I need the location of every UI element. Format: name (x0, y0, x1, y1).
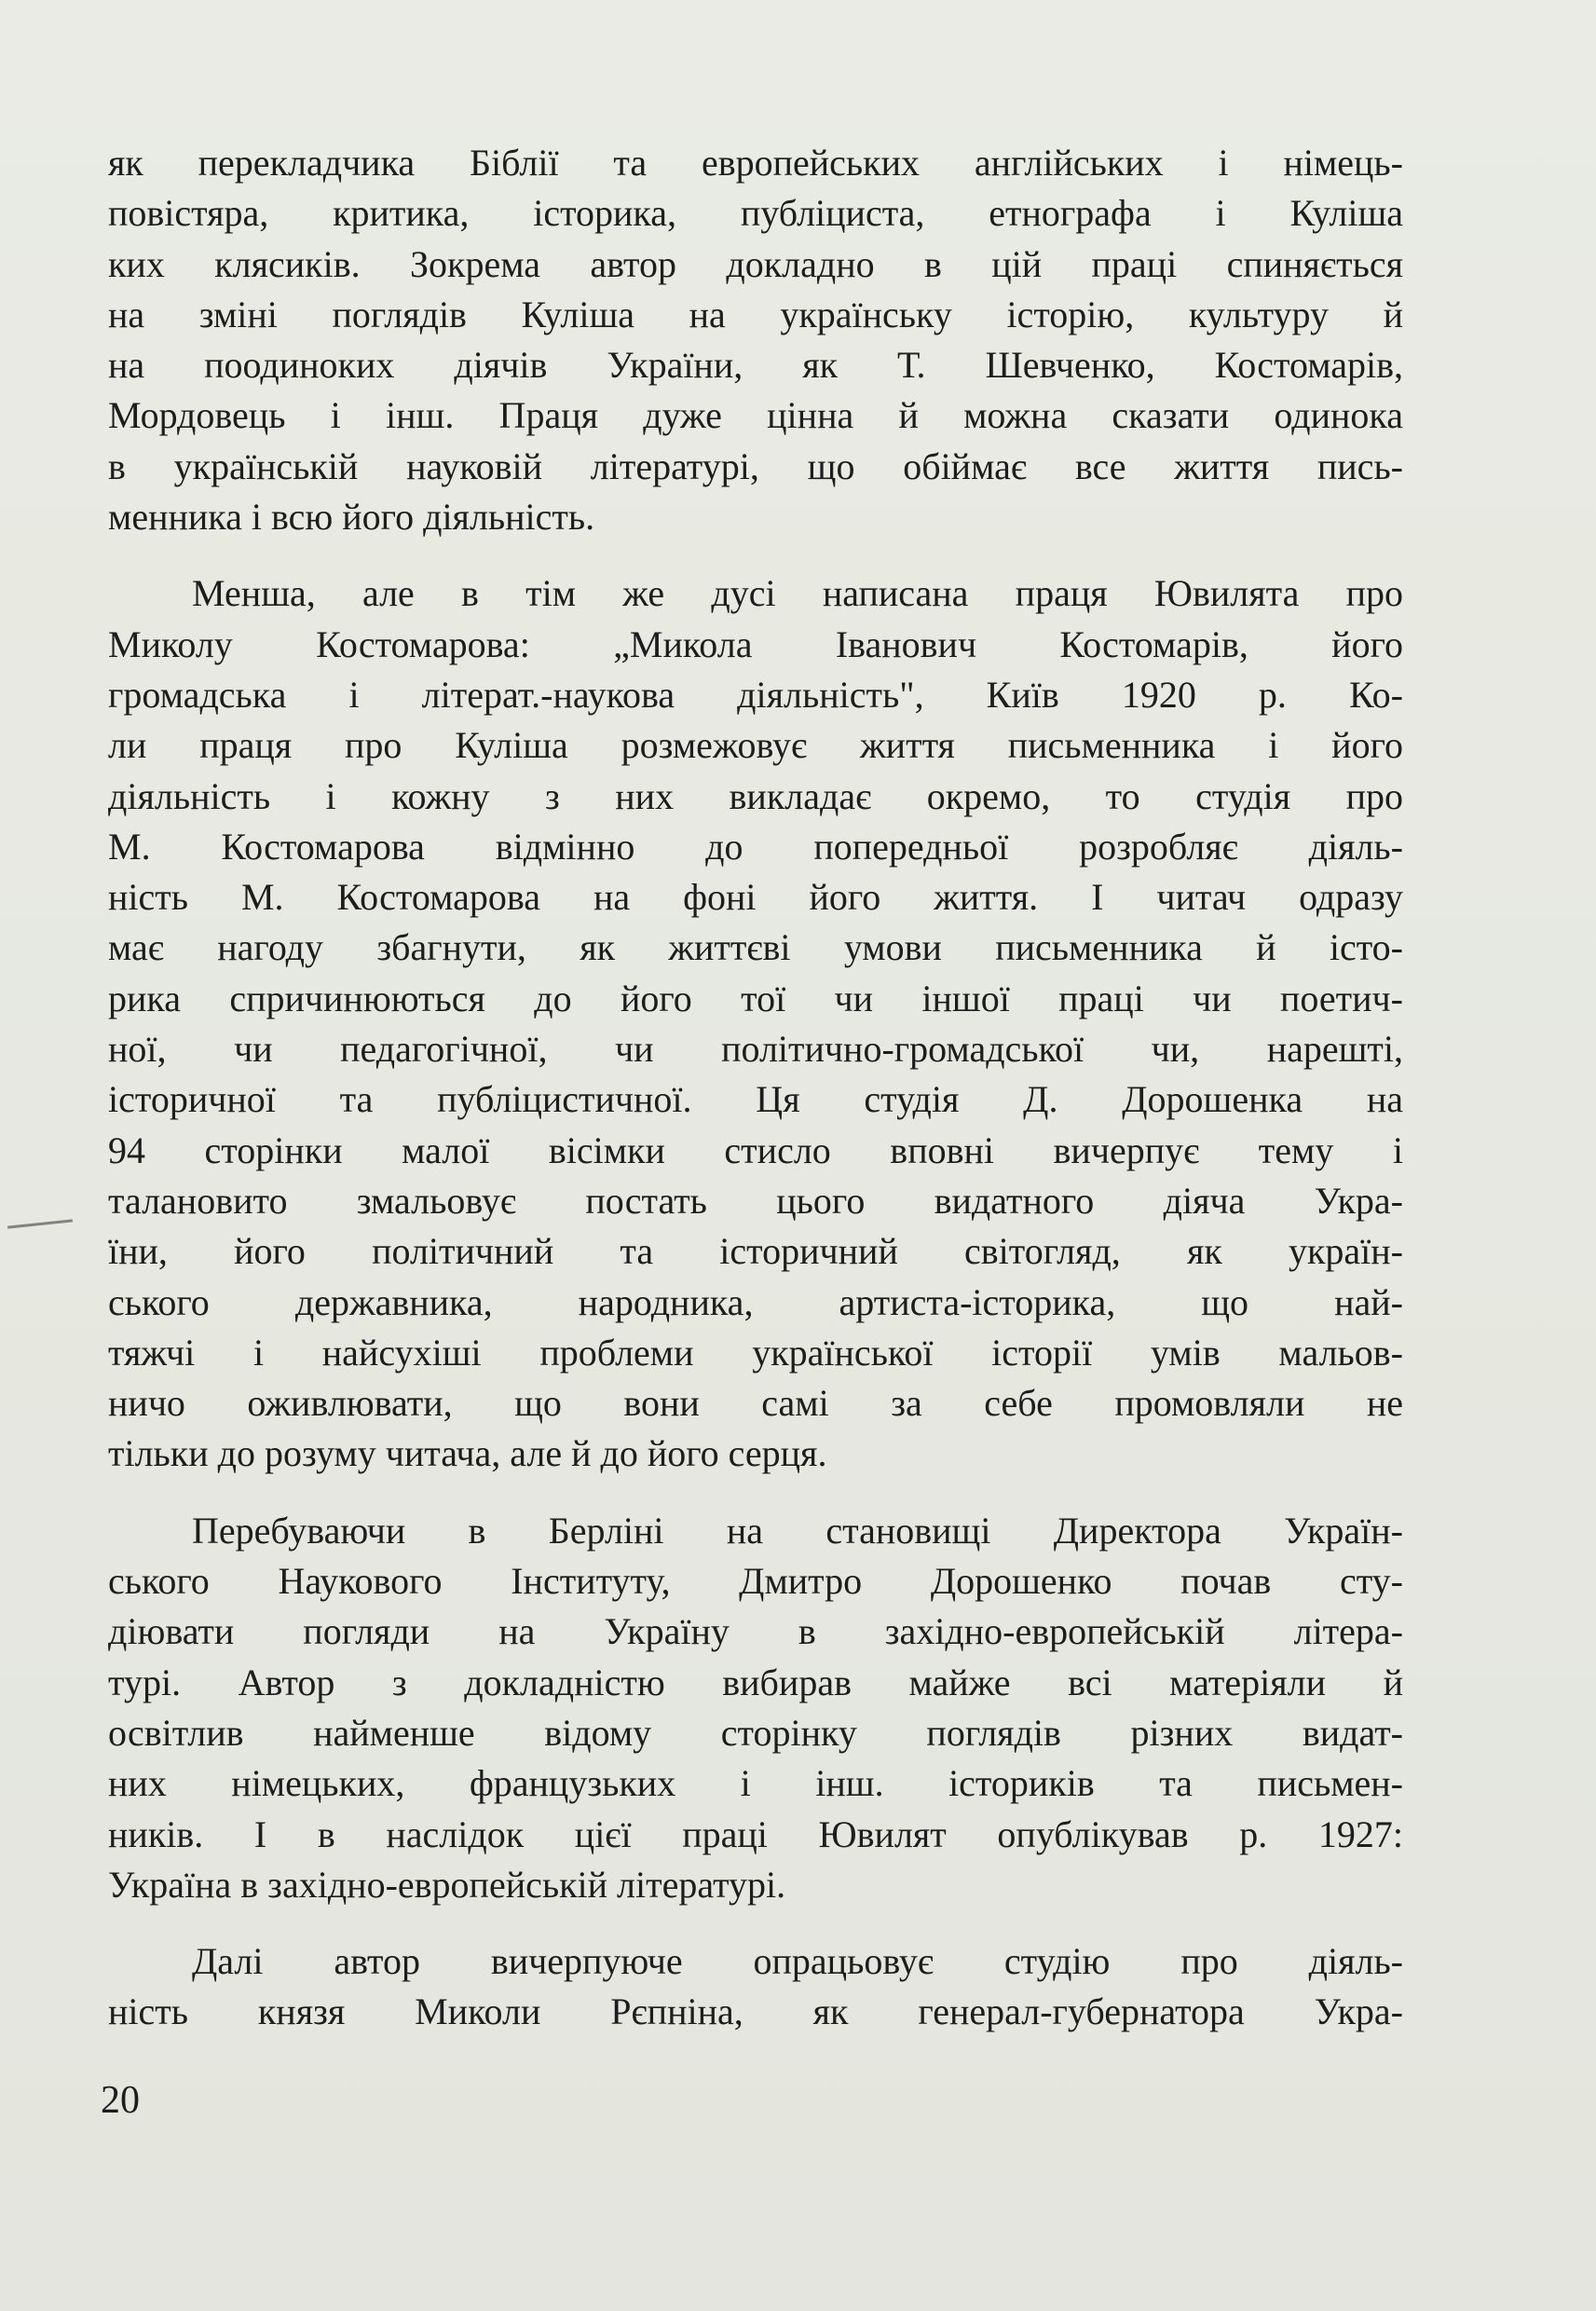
text-line: Менша, але в тім же дусі написана праця Ювилята про (192, 572, 1403, 615)
text-line: громадська і літерат.-наукова діяльність", Київ 1920 р. Ко- (108, 673, 1403, 716)
text-line: ли праця про Куліша розмежовує життя письменника і його (108, 724, 1403, 767)
text-line: Перебуваючи в Берліні на становищі Директора Україн- (192, 1509, 1403, 1552)
text-line: Миколу Костомарова: „Микола Іванович Костомарів, його (108, 622, 1403, 665)
paragraph-kostomarov (108, 568, 1403, 1479)
text-line: ність М. Костомарова на фоні його життя. І читач одразу (108, 876, 1403, 919)
text-line: діяльність і кожну з них викладає окремо, то студія про (108, 774, 1403, 817)
text-line: має нагоду збагнути, як життєві умови письменника й істо- (108, 926, 1403, 969)
text-line: повістяра, критика, історика, публіциста, етнографа і Куліша (108, 192, 1403, 235)
text-line: ського Наукового Інституту, Дмитро Дорошенко почав сту- (108, 1560, 1403, 1603)
body-text (108, 138, 1403, 2038)
text-line: ної, чи педагогічної, чи політично-громадської чи, нарешті, (108, 1028, 1403, 1071)
text-line: рика спричинюються до його тої чи іншої праці чи поетич- (108, 977, 1403, 1019)
paragraph-repnin (108, 1936, 1403, 2038)
text-line: ського державника, народника, артиста-історика, що най- (108, 1280, 1403, 1323)
paragraph-berlin (108, 1506, 1403, 1910)
paragraph-kulish (108, 138, 1403, 542)
text-line: талановито змальовує постать цього видатного діяча Укра- (108, 1179, 1403, 1222)
text-line: Далі автор вичерпуюче опрацьовує студію про діяль- (192, 1940, 1403, 1983)
text-line: історичної та публіцистичної. Ця студія Д. Дорошенка на (108, 1078, 1403, 1121)
text-line: 94 сторінки малої вісімки стисло вповні вичерпує тему і (108, 1128, 1403, 1171)
text-line: них німецьких, французьких і інш. істориків та письмен- (108, 1762, 1403, 1805)
text-line: ничо оживлювати, що вони самі за себе промовляли не (108, 1382, 1403, 1425)
text-line: ність князя Миколи Рєпніна, як генерал-губернатора Укра- (108, 1990, 1403, 2033)
text-line: тільки до розуму читача, але й до його серця. (108, 1432, 827, 1475)
text-line: як перекладчика Біблії та европейських англійських і німець- (108, 142, 1403, 184)
text-line: тяжчі і найсухіші проблеми української історії умів мальов- (108, 1331, 1403, 1374)
page-number: 20 (101, 2079, 140, 2122)
text-line: турі. Автор з докладністю вибирав майже всі матеріяли й (108, 1661, 1403, 1703)
text-line: менника і всю його діяльність. (108, 496, 595, 539)
text-line: в українській науковій літературі, що обіймає все життя пись- (108, 444, 1403, 487)
text-line: М. Костомарова відмінно до попередньої розробляє діяль- (108, 825, 1403, 868)
text-line: Україна в західно-европейській літературі. (108, 1863, 786, 1906)
text-line: освітлив найменше відому сторінку поглядів різних видат- (108, 1711, 1403, 1754)
ink-smudge (7, 1219, 73, 1228)
text-line: діювати погляди на Україну в західно-европейській літера- (108, 1610, 1403, 1653)
text-line: ників. І в наслідок цієї праці Ювилят опублікував р. 1927: (108, 1812, 1403, 1855)
text-line: ких клясиків. Зокрема автор докладно в цій праці спиняється (108, 242, 1403, 285)
text-line: на поодиноких діячів України, як Т. Шевченко, Костомарів, (108, 344, 1403, 387)
text-line: їни, його політичний та історичний світогляд, як україн- (108, 1230, 1403, 1273)
text-line: Мордовець і інш. Праця дуже цінна й можна сказати одинока (108, 394, 1403, 437)
text-line: на зміні поглядів Куліша на українську історію, культуру й (108, 293, 1403, 335)
